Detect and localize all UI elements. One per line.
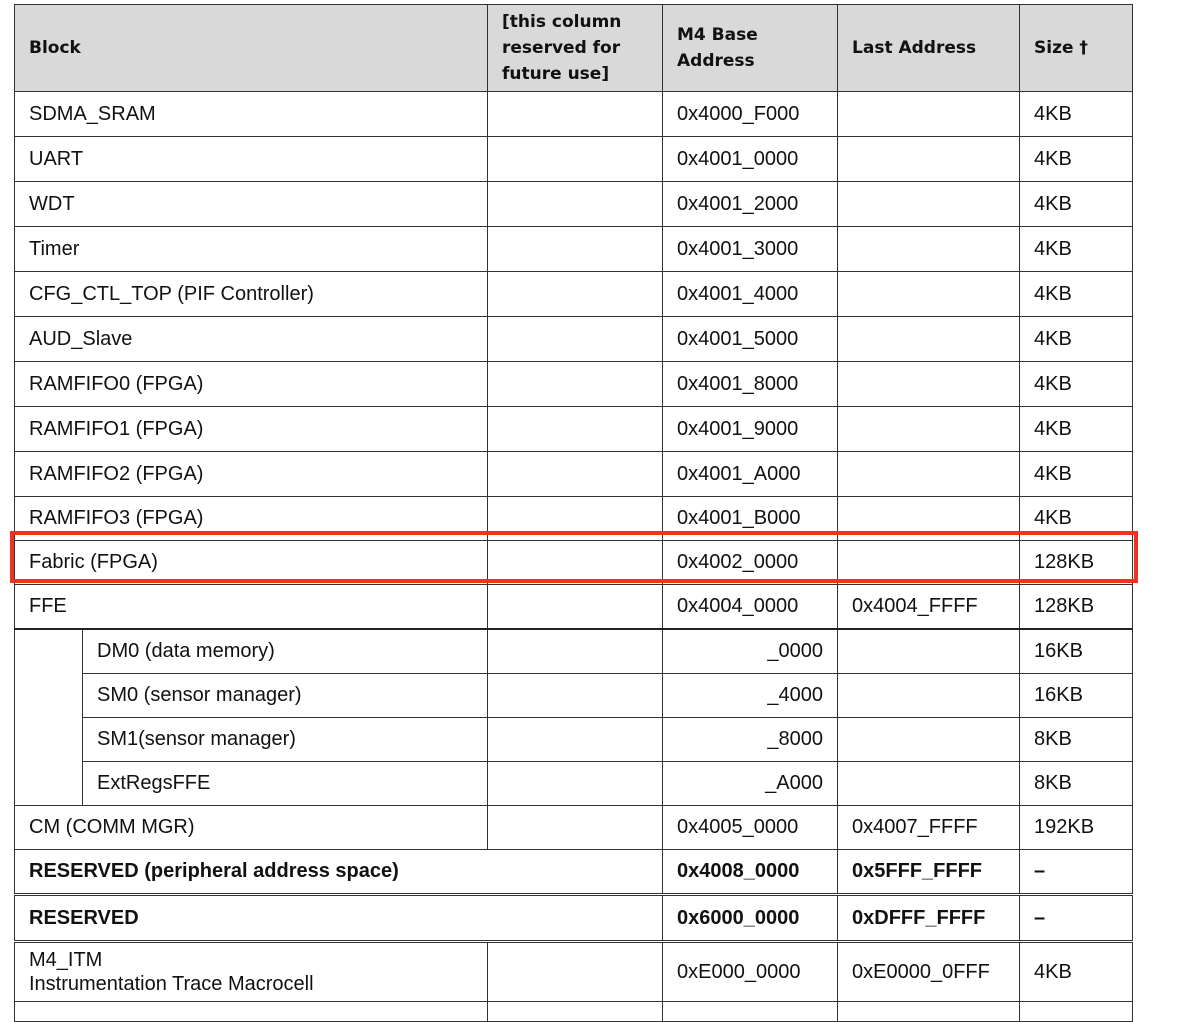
memory-map-table	[14, 4, 1133, 1022]
base-address-cell: 0x4002_0000	[663, 541, 838, 585]
last-address-cell	[838, 92, 1020, 137]
reserved-cell	[488, 585, 663, 630]
size-cell: 128KB	[1020, 585, 1133, 630]
reserved-cell	[488, 407, 663, 452]
table-row-itm	[15, 942, 1133, 1002]
reserved-cell	[488, 227, 663, 272]
base-address-cell: _8000	[663, 718, 838, 762]
size-cell: 4KB	[1020, 497, 1133, 541]
table-row	[15, 182, 1133, 227]
size-cell: 4KB	[1020, 137, 1133, 182]
block-cell: SM0 (sensor manager)	[83, 674, 488, 718]
reserved-cell	[488, 942, 663, 1002]
table-row	[15, 317, 1133, 362]
block-cell: DM0 (data memory)	[83, 629, 488, 674]
base-address-cell: 0x4001_3000	[663, 227, 838, 272]
size-cell: –	[1020, 895, 1133, 942]
last-address-cell	[838, 407, 1020, 452]
size-cell: 4KB	[1020, 92, 1133, 137]
table-row-ffe-sub	[15, 674, 1133, 718]
base-address-cell: 0x4001_A000	[663, 452, 838, 497]
table-row-cutoff	[15, 1002, 1133, 1022]
size-cell: 16KB	[1020, 629, 1133, 674]
table-row	[15, 497, 1133, 541]
size-cell: 16KB	[1020, 674, 1133, 718]
block-cell: SM1(sensor manager)	[83, 718, 488, 762]
reserved-cell	[488, 497, 663, 541]
last-address-cell: 0x4007_FFFF	[838, 806, 1020, 850]
block-cell: Timer	[15, 227, 488, 272]
size-cell: 128KB	[1020, 541, 1133, 585]
ffe-indent-cell	[15, 629, 83, 806]
base-address-cell: 0x4001_5000	[663, 317, 838, 362]
reserved-cell	[488, 362, 663, 407]
block-cell: CFG_CTL_TOP (PIF Controller)	[15, 272, 488, 317]
reserved-cell	[488, 182, 663, 227]
reserved-cell	[488, 1002, 663, 1022]
block-cell	[15, 942, 488, 1002]
reserved-cell	[488, 317, 663, 362]
base-address-cell: 0x4001_2000	[663, 182, 838, 227]
size-cell: 4KB	[1020, 362, 1133, 407]
table-row	[15, 92, 1133, 137]
size-cell: 4KB	[1020, 182, 1133, 227]
last-address-cell	[838, 272, 1020, 317]
block-cell: RAMFIFO0 (FPGA)	[15, 362, 488, 407]
base-address-cell: _0000	[663, 629, 838, 674]
table-row	[15, 452, 1133, 497]
table-row	[15, 227, 1133, 272]
base-address-cell	[663, 1002, 838, 1022]
base-address-cell: 0x4004_0000	[663, 585, 838, 630]
size-cell: 8KB	[1020, 718, 1133, 762]
reserved-cell	[488, 452, 663, 497]
header-size: Size †	[1020, 5, 1133, 92]
block-cell	[15, 1002, 488, 1022]
header-block: Block	[15, 5, 488, 92]
block-description: Instrumentation Trace Macrocell	[29, 973, 314, 995]
last-address-cell	[838, 452, 1020, 497]
size-cell: 8KB	[1020, 762, 1133, 806]
block-cell: FFE	[15, 585, 488, 630]
last-address-cell: 0x5FFF_FFFF	[838, 850, 1020, 895]
base-address-cell: 0x4008_0000	[663, 850, 838, 895]
reserved-cell	[488, 92, 663, 137]
size-cell: –	[1020, 850, 1133, 895]
base-address-cell: 0x4000_F000	[663, 92, 838, 137]
size-cell: 4KB	[1020, 317, 1133, 362]
table-row-ffe-sub	[15, 718, 1133, 762]
size-cell	[1020, 1002, 1133, 1022]
reserved-cell	[488, 806, 663, 850]
reserved-cell	[488, 762, 663, 806]
block-cell: Fabric (FPGA)	[15, 541, 488, 585]
last-address-cell	[838, 718, 1020, 762]
base-address-cell: _4000	[663, 674, 838, 718]
header-last-address: Last Address	[838, 5, 1020, 92]
last-address-cell	[838, 227, 1020, 272]
base-address-cell: 0x4001_8000	[663, 362, 838, 407]
block-cell: SDMA_SRAM	[15, 92, 488, 137]
size-cell: 4KB	[1020, 407, 1133, 452]
last-address-cell	[838, 182, 1020, 227]
block-cell: ExtRegsFFE	[83, 762, 488, 806]
reserved-cell	[488, 137, 663, 182]
base-address-cell: 0x4001_B000	[663, 497, 838, 541]
last-address-cell	[838, 137, 1020, 182]
table-row	[15, 407, 1133, 452]
block-cell: UART	[15, 137, 488, 182]
memory-map-table-wrapper	[14, 4, 1133, 1022]
table-row	[15, 362, 1133, 407]
last-address-cell	[838, 317, 1020, 362]
last-address-cell	[838, 674, 1020, 718]
size-cell: 4KB	[1020, 227, 1133, 272]
size-cell: 4KB	[1020, 272, 1133, 317]
block-cell: CM (COMM MGR)	[15, 806, 488, 850]
block-cell: WDT	[15, 182, 488, 227]
block-cell: RESERVED	[15, 895, 663, 942]
last-address-cell	[838, 497, 1020, 541]
table-row-reserved	[15, 895, 1133, 942]
base-address-cell: 0x6000_0000	[663, 895, 838, 942]
base-address-cell: 0xE000_0000	[663, 942, 838, 1002]
last-address-cell: 0xDFFF_FFFF	[838, 895, 1020, 942]
block-cell: RESERVED (peripheral address space)	[15, 850, 663, 895]
size-cell: 192KB	[1020, 806, 1133, 850]
block-cell: RAMFIFO1 (FPGA)	[15, 407, 488, 452]
last-address-cell	[838, 1002, 1020, 1022]
last-address-cell: 0x4004_FFFF	[838, 585, 1020, 630]
last-address-cell: 0xE0000_0FFF	[838, 942, 1020, 1002]
last-address-cell	[838, 762, 1020, 806]
base-address-cell: 0x4001_4000	[663, 272, 838, 317]
last-address-cell	[838, 629, 1020, 674]
base-address-cell: 0x4001_9000	[663, 407, 838, 452]
reserved-cell	[488, 674, 663, 718]
last-address-cell	[838, 362, 1020, 407]
size-cell: 4KB	[1020, 452, 1133, 497]
base-address-cell: 0x4001_0000	[663, 137, 838, 182]
table-header-row	[15, 5, 1133, 92]
table-row	[15, 806, 1133, 850]
base-address-cell: _A000	[663, 762, 838, 806]
reserved-cell	[488, 272, 663, 317]
last-address-cell	[838, 541, 1020, 585]
block-cell: AUD_Slave	[15, 317, 488, 362]
table-row	[15, 137, 1133, 182]
table-row	[15, 272, 1133, 317]
base-address-cell: 0x4005_0000	[663, 806, 838, 850]
table-row-highlighted	[15, 541, 1133, 585]
table-row-ffe-sub	[15, 629, 1133, 674]
block-cell: RAMFIFO2 (FPGA)	[15, 452, 488, 497]
block-name: M4_ITM	[29, 949, 103, 971]
reserved-cell	[488, 718, 663, 762]
table-row	[15, 585, 1133, 630]
reserved-cell	[488, 541, 663, 585]
table-row-reserved-peripheral	[15, 850, 1133, 895]
size-cell: 4KB	[1020, 942, 1133, 1002]
reserved-cell	[488, 629, 663, 674]
header-base-address: M4 Base Address	[663, 5, 838, 92]
header-reserved-column: [this column reserved for future use]	[488, 5, 663, 92]
table-row-ffe-sub	[15, 762, 1133, 806]
block-cell: RAMFIFO3 (FPGA)	[15, 497, 488, 541]
